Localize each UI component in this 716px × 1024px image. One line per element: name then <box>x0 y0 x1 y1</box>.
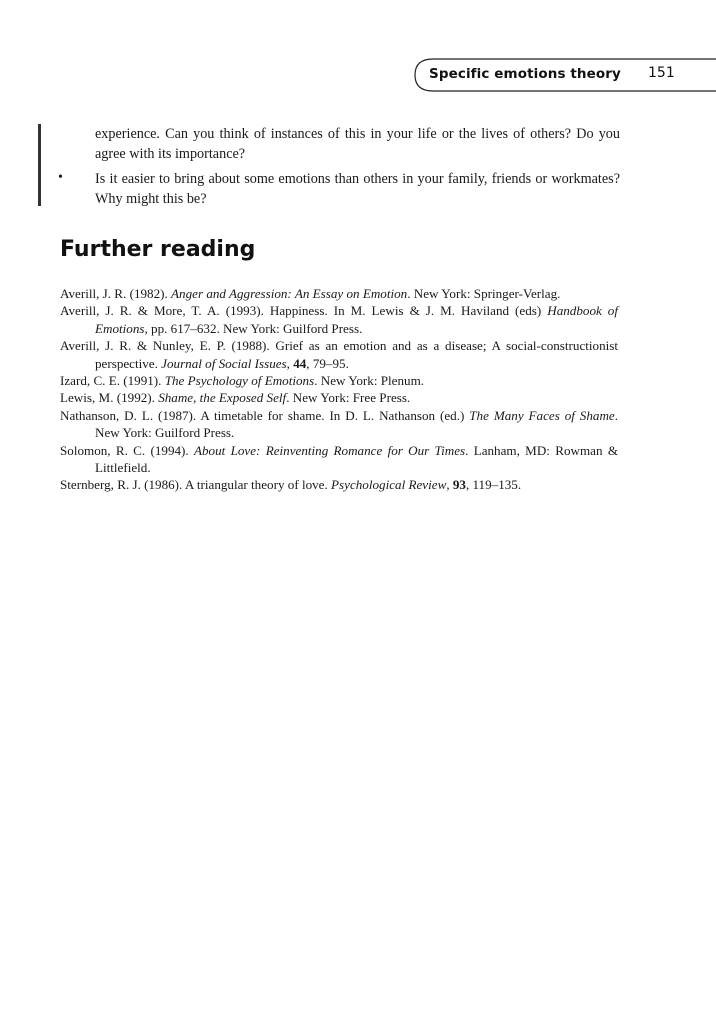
reference-list <box>60 285 618 494</box>
reference-entry: Averill, J. R. & More, T. A. (1993). Happiness. In M. Lewis & J. M. Haviland (eds) Handbook of Emotions, pp. 617–632. New York: Guilford Press. <box>60 303 618 336</box>
reference-entry: Nathanson, D. L. (1987). A timetable for shame. In D. L. Nathanson (ed.) The Many Faces of Shame. New York: Guilford Press. <box>60 407 618 441</box>
page-number: 151 <box>648 65 675 81</box>
reference-entry: Averill, J. R. (1982). Anger and Aggression: An Essay on Emotion. New York: Springer-Verlag. <box>60 286 561 301</box>
reference-entry: Sternberg, R. J. (1986). A triangular theory of love. Psychological Review, 93, 119–135. <box>60 477 522 493</box>
further-reading-heading: Further reading <box>60 237 256 262</box>
reference-entry: Averill, J. R. & Nunley, E. P. (1988). Grief as an emotion and as a disease; A social-constructionist perspective. Journal of Social Issues, 44, 79–95. <box>60 338 618 371</box>
bullet-question: Is it easier to bring about some emotions than others in your family, friends or workmates? Why might this be? <box>95 171 620 207</box>
continuation-paragraph: experience. Can you think of instances of this in your life or the lives of others? Do you agree with its importance? <box>95 126 620 162</box>
reference-entry: Izard, C. E. (1991). The Psychology of Emotions. New York: Plenum. <box>60 373 425 389</box>
running-header-title: Specific emotions theory <box>429 66 621 82</box>
reference-entry: Solomon, R. C. (1994). About Love: Reinventing Romance for Our Times. Lanham, MD: Rowman & Littlefield. <box>60 442 618 476</box>
change-bar <box>38 124 41 206</box>
bullet-marker: • <box>58 170 63 185</box>
running-header <box>413 58 716 92</box>
reference-entry: Lewis, M. (1992). Shame, the Exposed Self. New York: Free Press. <box>60 390 411 406</box>
